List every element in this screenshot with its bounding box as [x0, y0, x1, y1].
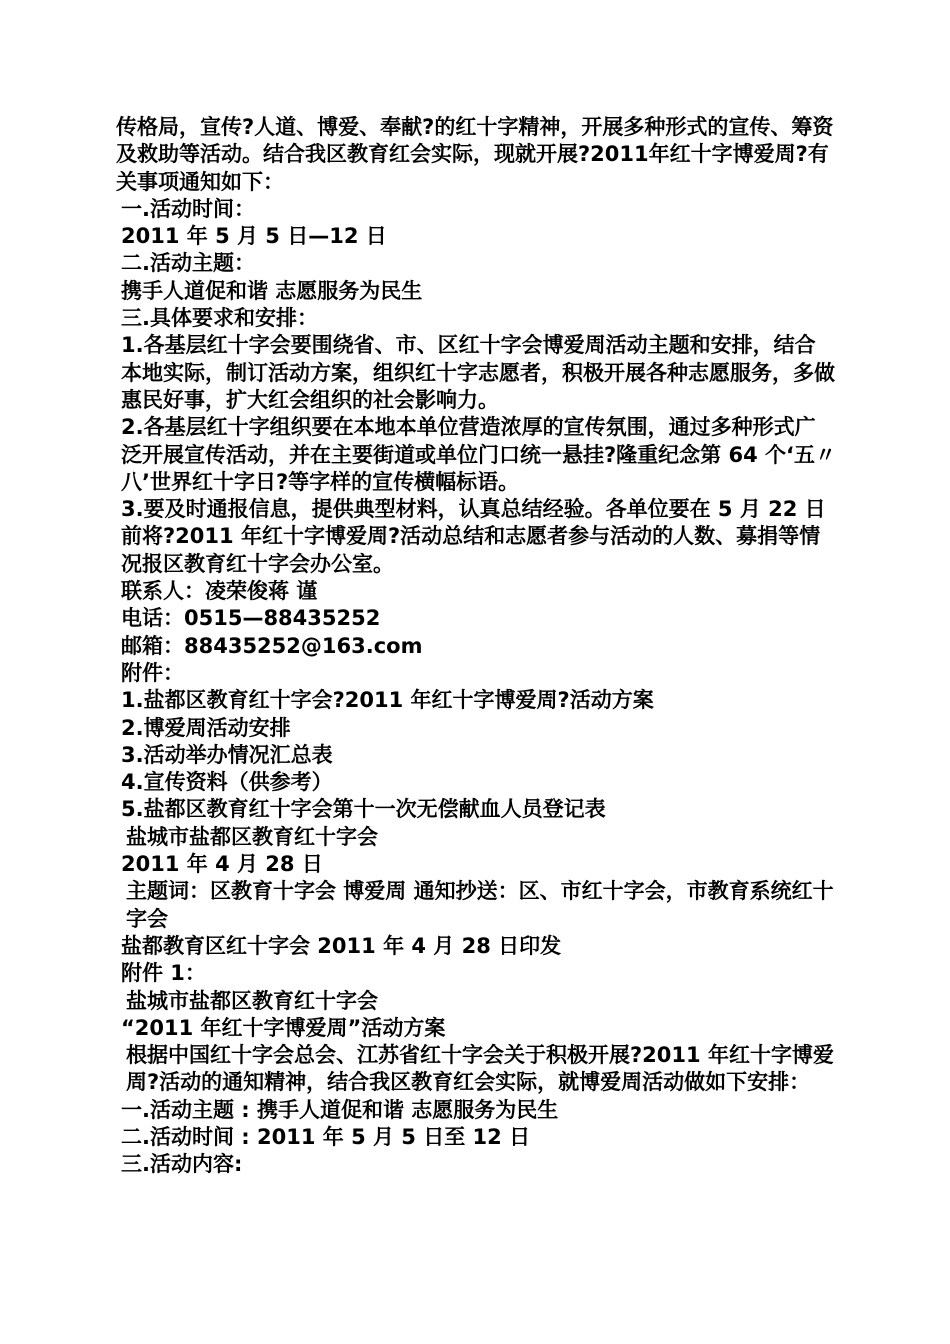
document-page: [116, 114, 836, 1179]
intro-paragraph: 传格局，宣传?人道、博爱、奉献?的红十字精神，开展多种形式的宣传、筹资及救助等活动。结合我区教育红会实际，现就开展?2011年红十字博爱周?有关事项通知如下：: [116, 115, 834, 194]
section1-title: 一.活动时间：: [121, 196, 255, 221]
annex-label: 附件 1：: [121, 961, 206, 986]
attachment-item: 1.盐都区教育红十字会?2011 年红十字博爱周?活动方案: [121, 688, 654, 713]
print-line: 盐都教育区红十字会 2011 年 4 月 28 日印发: [121, 933, 562, 958]
issuer: 盐城市盐都区教育红十字会: [126, 824, 378, 849]
contact-email: 邮箱：88435252@163.com: [121, 633, 423, 658]
issue-date: 2011 年 4 月 28 日: [121, 852, 323, 877]
section2-title: 二.活动主题：: [121, 251, 255, 276]
requirement-1: 1.各基层红十字会要围绕省、市、区红十字会博爱周活动主题和安排，结合本地实际，制订活动方案，组织红十字志愿者，积极开展各种志愿服务，多做惠民好事，扩大红会组织的社会影响力。: [121, 333, 835, 412]
contact-person: 联系人：凌荣俊蒋 谨: [121, 579, 318, 604]
annex-item-1: 一.活动主题 : 携手人道促和谐 志愿服务为民生: [121, 1097, 559, 1122]
annex-title: “2011 年红十字博爱周”活动方案: [121, 1015, 446, 1040]
annex-item-3: 三.活动内容:: [121, 1152, 243, 1177]
annex-issuer: 盐城市盐都区教育红十字会: [126, 988, 378, 1013]
requirement-3: 3.要及时通报信息，提供典型材料，认真总结经验。各单位要在 5 月 22 日前将?2011 年红十字博爱周?活动总结和志愿者参与活动的人数、募捐等情况报区教育红十字会办公室。: [121, 497, 826, 576]
attachments-title: 附件：: [121, 660, 184, 685]
annex-intro: 根据中国红十字会总会、江苏省红十字会关于积极开展?2011 年红十字博爱周?活动的通知精神，结合我区教育红会实际，就博爱周活动做如下安排：: [126, 1043, 834, 1095]
section2-body: 携手人道促和谐 志愿服务为民生: [121, 278, 423, 303]
section3-title: 三.具体要求和安排：: [121, 306, 318, 331]
attachment-item: 4.宣传资料（供参考）: [121, 770, 333, 795]
subject-line: 主题词：区教育十字会 博爱周 通知抄送：区、市红十字会，市教育系统红十字会: [126, 879, 834, 931]
attachment-item: 5.盐都区教育红十字会第十一次无偿献血人员登记表: [121, 797, 606, 822]
attachment-item: 3.活动举办情况汇总表: [121, 742, 333, 767]
attachment-item: 2.博爱周活动安排: [121, 715, 291, 740]
contact-phone: 电话：0515—88435252: [121, 606, 381, 631]
requirement-2: 2.各基层红十字组织要在本地本单位营造浓厚的宣传氛围，通过多种形式广泛开展宣传活动，并在主要街道或单位门口统一悬挂?隆重纪念第 64 个‘五〃八’世界红十字日?等字样的宣传横幅标语。: [121, 415, 837, 494]
section1-body: 2011 年 5 月 5 日—12 日: [121, 224, 387, 249]
annex-item-2: 二.活动时间 : 2011 年 5 月 5 日至 12 日: [121, 1124, 531, 1149]
